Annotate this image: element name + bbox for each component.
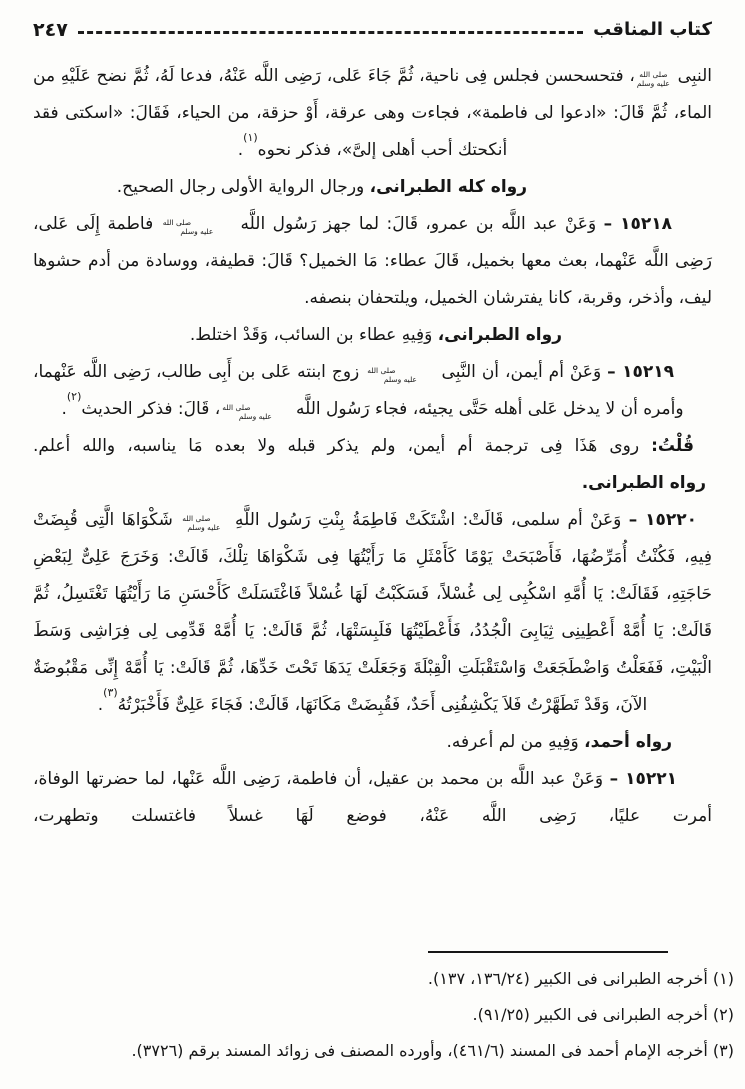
saw-symbol: صلى الله عليه وسلم [222,403,272,421]
hadith-text: وَعَنْ عبد اللَّه بن عمرو، قَالَ: لما جهز رَسُول اللَّه صلى الله عليه وسلم فاطمة إِلَى عَلى، رَضِى اللَّه عَنْهما، بعث معها بخميل، قَالَ عطاء: مَا الخميل؟ قَالَ: قطيفة، ووسادة من أدم حشوها ليف، وأذخر، وقربة، كانا يفترشان الخميل، ويلتحفان بنصفه. [33,214,712,308]
sentence-period: . [97,695,104,715]
hadith-number-15219: ١٥٢١٩ – [607,362,674,382]
saw-symbol: صلى الله عليه وسلم [367,366,417,384]
footnote-number: (٢) [712,1005,734,1024]
attribution-line-4 [33,724,712,761]
attribution-line-2 [33,317,712,354]
footnote-ref-2: (٢) [66,390,82,404]
qultu-label: قُلْتُ: [651,436,694,456]
hadith-15221 [33,761,712,835]
hadith-number-15220: ١٥٢٢٠ – [628,510,697,530]
header-dash-rule [78,31,583,34]
footnote-3 [35,1033,734,1069]
hadith-number-15221: ١٥٢٢١ – [609,769,678,789]
author-comment [33,428,712,465]
saw-symbol: صلى الله عليه وسلم [182,514,221,532]
attribution-source: رواه أحمد، [584,732,672,752]
saw-symbol: صلى الله عليه وسلم [162,218,214,236]
hadith-text: وَعَنْ أم سلمى، قَالَتْ: اشْتَكَتْ فَاطِمَةُ بِنْتِ رَسُول اللَّهِ صلى الله عليه وسلم شَكْوَاهَا الَّتِى قُبِضَتْ فِيهِ، فَكُنْتُ أُمَرِّضُهَا، فَأَصْبَحَتْ يَوْمًا كَأَمْثَلِ مَا رَأَيْتُهَا فِى شَكْوَاهَا تِلْكَ، قَالَتْ: وَخَرَجَ عَلِىٌّ لِبَعْضِ حَاجَتِهِ، فَقَالَتْ: يَا أُمَّهِ اسْكُبِى لِى غُسْلاً، فَسَكَبْتُ لَهَا غُسْلاً فَاغْتَسَلَتْ كَأَحْسَنِ مَا رَأَيْتُهَا تَغْتَسِلُ، ثُمَّ قَالَتْ: يَا أُمَّهْ أَعْطِينِى ثِيَابِىَ الْجُدُدُ، فَأَعْطَيْتُهَا فَلَبِسَتْهَا، ثُمَّ قَالَتْ: يَا أُمَّهْ قَدِّمِى لِى فِرَاشِى وَسَطَ الْبَيْتِ، فَفَعَلْتُ وَاضْطَجَعَتْ وَاسْتَقْبَلَتِ الْقِبْلَةَ وَجَعَلَتْ يَدَهَا تَحْتَ خَدِّهَا، ثُمَّ قَالَتْ: يَا أُمَّهْ إِنِّى مَقْبُوضَةٌ الآنَ، وَقَدْ تَطَهَّرْتُ فَلاَ يَكْشِفُنِى أَحَدٌ، فَقُبِضَتْ مَكَانَهَا، قَالَتْ: فَجَاءَ عَلِىٌّ فَأَخْبَرْتُهُ [33,510,712,715]
book-title: كتاب المناقب [593,19,712,40]
hadith-15219 [33,354,712,428]
attribution-grading: وَفِيهِ من لم أعرفه. [446,732,585,752]
attribution-source: رواه كله الطبرانى، [369,177,527,197]
footnote-1 [35,961,734,997]
attribution-source: رواه الطبرانى، [437,325,562,345]
hadith-15218 [33,206,712,317]
footnote-number: (٣) [712,1041,734,1060]
attribution-line-1 [33,169,712,206]
page-header [33,16,712,44]
attribution-grading: وَفِيهِ عطاء بن السائب، وَقَدْ اختلط. [189,325,438,345]
footnote-ref-3: (٣) [103,686,118,700]
page-number: ٢٤٧ [33,19,68,41]
comment-text: روى هَذَا فِى ترجمة أم أيمن، ولم يذكر قبله ولا بعده مَا يناسبه، والله أعلم. [33,436,652,456]
hadith-number-15218: ١٥٢١٨ – [603,214,673,234]
hadith-15220 [33,502,712,724]
footnote-text: أخرجه الطبرانى فى الكبير (١٣٦/٢٤، ١٣٧). [427,969,713,988]
attribution-line-3 [33,465,712,502]
saw-symbol: صلى الله عليه وسلم [636,70,670,88]
footnotes-section [35,951,734,1089]
continuation-paragraph [33,58,712,169]
footnote-text: أخرجه الطبرانى فى الكبير (٩١/٢٥). [472,1005,713,1024]
footnote-separator [428,951,668,953]
footnote-number: (١) [712,969,734,988]
attribution-grading: ورجال الرواية الأولى رجال الصحيح. [116,177,370,197]
footnote-ref-1: (١) [243,131,258,145]
page-body [33,58,712,835]
hadith-text: وَعَنْ أم أيمن، أن النَّبِى صلى الله عليه وسلم زوج ابنته عَلى بن أَبِى طالب، رَضِى اللَّه عَنْهما، وأمره أن لا يدخل عَلى أهله حَتَّى يجيئه، فجاء رَسُول اللَّه صلى الله عليه وسلم، قَالَ: فذكر الحديث [33,362,684,421]
footnote-text: أخرجه الإمام أحمد فى المسند (٤٦١/٦)، وأورده المصنف فى زوائد المسند برقم (٣٧٢٦). [131,1041,713,1060]
sentence-period: . [237,140,244,160]
footnote-2 [35,997,734,1033]
sentence-period: . [61,399,67,419]
paragraph-text: النبِى صلى الله عليه وسلم، فتحسحسن فجلس فِى ناحية، ثُمَّ جَاءَ عَلى، رَضِى اللَّه عَنْهُ، فدعا لَهُ، ثُمَّ نضح عَلَيْهِ من الماء، ثُمَّ قَالَ: «ادعوا لى فاطمة»، فجاءت وهى عرقة، أَوْ حزقة، من الحياء، فَقَالَ: «اسكتى فقد أنكحتك أحب أهلى إلىَّ»، فذكر نحوه [33,66,712,160]
attribution-source: رواه الطبرانى. [581,473,706,493]
hadith-text: وَعَنْ عبد اللَّه بن محمد بن عقيل، أن فاطمة، رَضِى اللَّه عَنْها، لما حضرتها الوفاة، أمرت عليًا، رَضِى اللَّه عَنْهُ، فوضع لَهَا غسلاً فاغتسلت وتطهرت، [33,769,712,826]
